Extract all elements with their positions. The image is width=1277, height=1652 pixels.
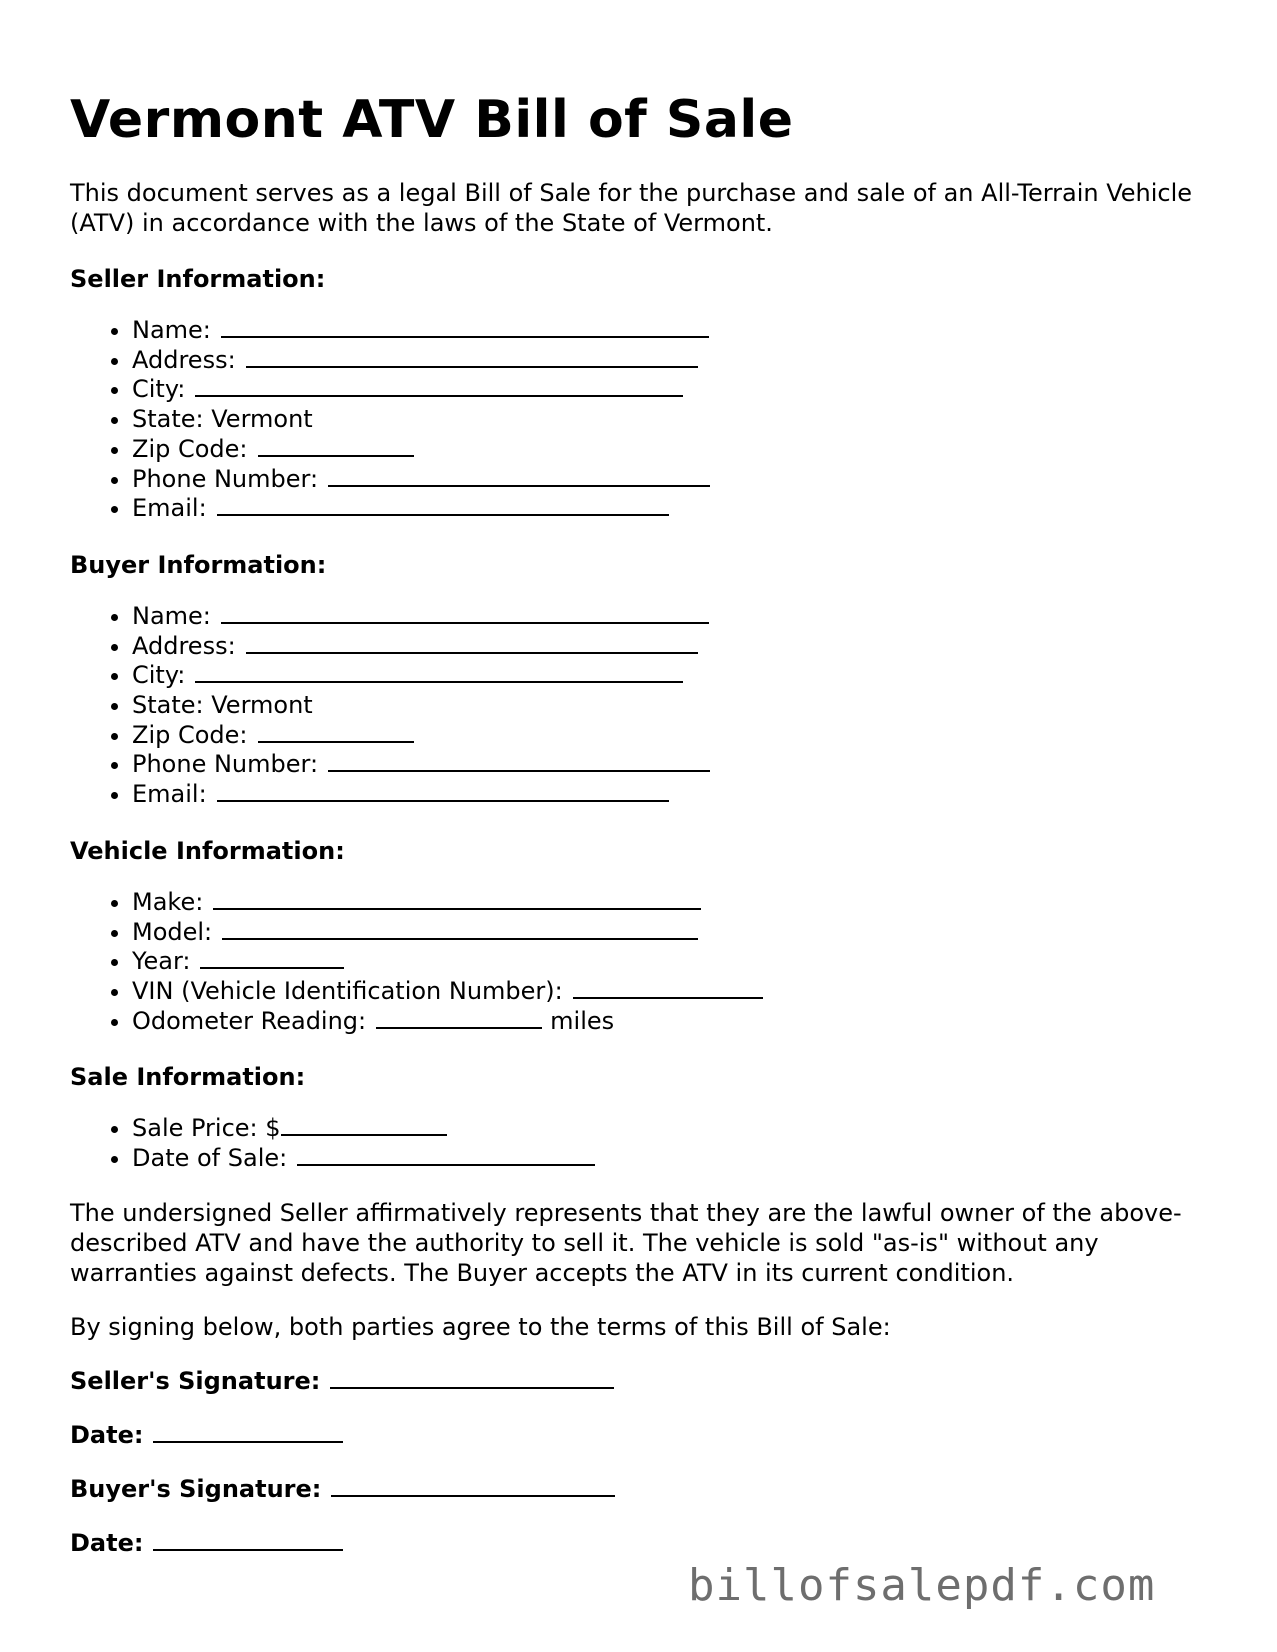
seller-state-item — [132, 405, 1210, 435]
buyer-name-field[interactable] — [221, 602, 709, 624]
vehicle-model-field[interactable] — [222, 918, 698, 940]
seller-zip-item — [132, 435, 1210, 465]
vehicle-odometer-label: Odometer Reading: — [132, 1006, 367, 1035]
buyer-state-item — [132, 691, 1210, 721]
representation-paragraph: The undersigned Seller affirmatively represents that they are the lawful owner of the above-described ATV and have the authority to sell it. The vehicle is sold "as-is" without any warranties against defects. The Buyer accepts the ATV in its current condition. — [70, 1198, 1182, 1287]
seller-city-field[interactable] — [195, 375, 683, 397]
seller-name-item — [132, 316, 1210, 346]
seller-signature-line — [70, 1366, 1210, 1396]
vehicle-year-item — [132, 947, 1210, 977]
document-title: Vermont ATV Bill of Sale — [70, 90, 794, 150]
seller-city-item — [132, 375, 1210, 405]
buyer-date-label: Date: — [70, 1528, 144, 1557]
sale-price-item — [132, 1114, 1210, 1144]
vehicle-odometer-field[interactable] — [376, 1007, 542, 1029]
buyer-city-label: City: — [132, 661, 186, 690]
agreement-paragraph: By signing below, both parties agree to the terms of this Bill of Sale: — [70, 1312, 891, 1341]
seller-signature-label: Seller's Signature: — [70, 1366, 321, 1395]
seller-address-item — [132, 346, 1210, 376]
vehicle-model-item — [132, 918, 1210, 948]
buyer-email-field[interactable] — [217, 780, 669, 802]
seller-zip-label: Zip Code: — [132, 434, 248, 463]
seller-phone-field[interactable] — [328, 465, 710, 487]
buyer-address-field[interactable] — [246, 632, 698, 654]
vehicle-odometer-item — [132, 1007, 1210, 1037]
seller-list — [70, 316, 1210, 524]
vehicle-model-label: Model: — [132, 917, 213, 946]
seller-heading: Seller Information: — [70, 265, 326, 293]
vehicle-vin-label: VIN (Vehicle Identification Number): — [132, 976, 563, 1005]
buyer-phone-label: Phone Number: — [132, 750, 319, 779]
seller-zip-field[interactable] — [258, 435, 414, 457]
buyer-name-label: Name: — [132, 601, 211, 630]
buyer-zip-field[interactable] — [258, 721, 414, 743]
seller-email-field[interactable] — [217, 494, 669, 516]
buyer-phone-field[interactable] — [328, 750, 710, 772]
seller-phone-item — [132, 465, 1210, 495]
buyer-list — [70, 602, 1210, 810]
buyer-heading: Buyer Information: — [70, 550, 327, 579]
buyer-address-label: Address: — [132, 631, 236, 660]
seller-state-label: State: Vermont — [132, 405, 313, 434]
seller-email-label: Email: — [132, 494, 207, 523]
sale-price-label: Sale Price: $ — [132, 1114, 281, 1143]
buyer-date-field[interactable] — [153, 1529, 343, 1551]
seller-date-line — [70, 1420, 1210, 1450]
watermark: billofsalepdf.com — [688, 1560, 1156, 1611]
seller-date-field[interactable] — [153, 1421, 343, 1443]
seller-phone-label: Phone Number: — [132, 464, 319, 493]
buyer-phone-item — [132, 750, 1210, 780]
document — [70, 88, 1210, 1558]
buyer-city-item — [132, 661, 1210, 691]
seller-signature-field[interactable] — [330, 1367, 614, 1389]
buyer-date-line — [70, 1528, 1210, 1558]
sale-date-field[interactable] — [297, 1144, 595, 1166]
seller-name-label: Name: — [132, 316, 211, 344]
vehicle-vin-field[interactable] — [573, 977, 763, 999]
buyer-zip-item — [132, 721, 1210, 751]
buyer-email-label: Email: — [132, 780, 207, 809]
sale-heading: Sale Information: — [70, 1063, 306, 1092]
sale-date-item — [132, 1144, 1210, 1174]
vehicle-vin-item — [132, 977, 1210, 1007]
odometer-units: miles — [550, 1006, 615, 1035]
buyer-email-item — [132, 780, 1210, 810]
vehicle-year-field[interactable] — [200, 947, 344, 969]
intro-paragraph: This document serves as a legal Bill of Sale for the purchase and sale of an All-Terrain Vehicle (ATV) in accordance with the laws of the State of Vermont. — [70, 179, 1193, 237]
buyer-signature-field[interactable] — [331, 1475, 615, 1497]
buyer-name-item — [132, 602, 1210, 632]
vehicle-list — [70, 888, 1210, 1037]
seller-name-field[interactable] — [221, 316, 709, 338]
buyer-signature-label: Buyer's Signature: — [70, 1474, 322, 1503]
vehicle-heading: Vehicle Information: — [70, 836, 345, 865]
buyer-address-item — [132, 632, 1210, 662]
buyer-city-field[interactable] — [195, 661, 683, 683]
seller-address-label: Address: — [132, 345, 236, 374]
vehicle-make-item — [132, 888, 1210, 918]
sale-price-field[interactable] — [281, 1114, 447, 1136]
seller-city-label: City: — [132, 375, 186, 404]
vehicle-year-label: Year: — [132, 947, 191, 976]
buyer-zip-label: Zip Code: — [132, 720, 248, 749]
seller-date-label: Date: — [70, 1420, 144, 1449]
buyer-state-label: State: Vermont — [132, 691, 313, 720]
vehicle-make-field[interactable] — [213, 888, 701, 910]
buyer-signature-line — [70, 1474, 1210, 1504]
seller-email-item — [132, 494, 1210, 524]
sale-date-label: Date of Sale: — [132, 1144, 288, 1173]
seller-address-field[interactable] — [246, 346, 698, 368]
vehicle-make-label: Make: — [132, 887, 204, 916]
sale-list — [70, 1114, 1210, 1173]
